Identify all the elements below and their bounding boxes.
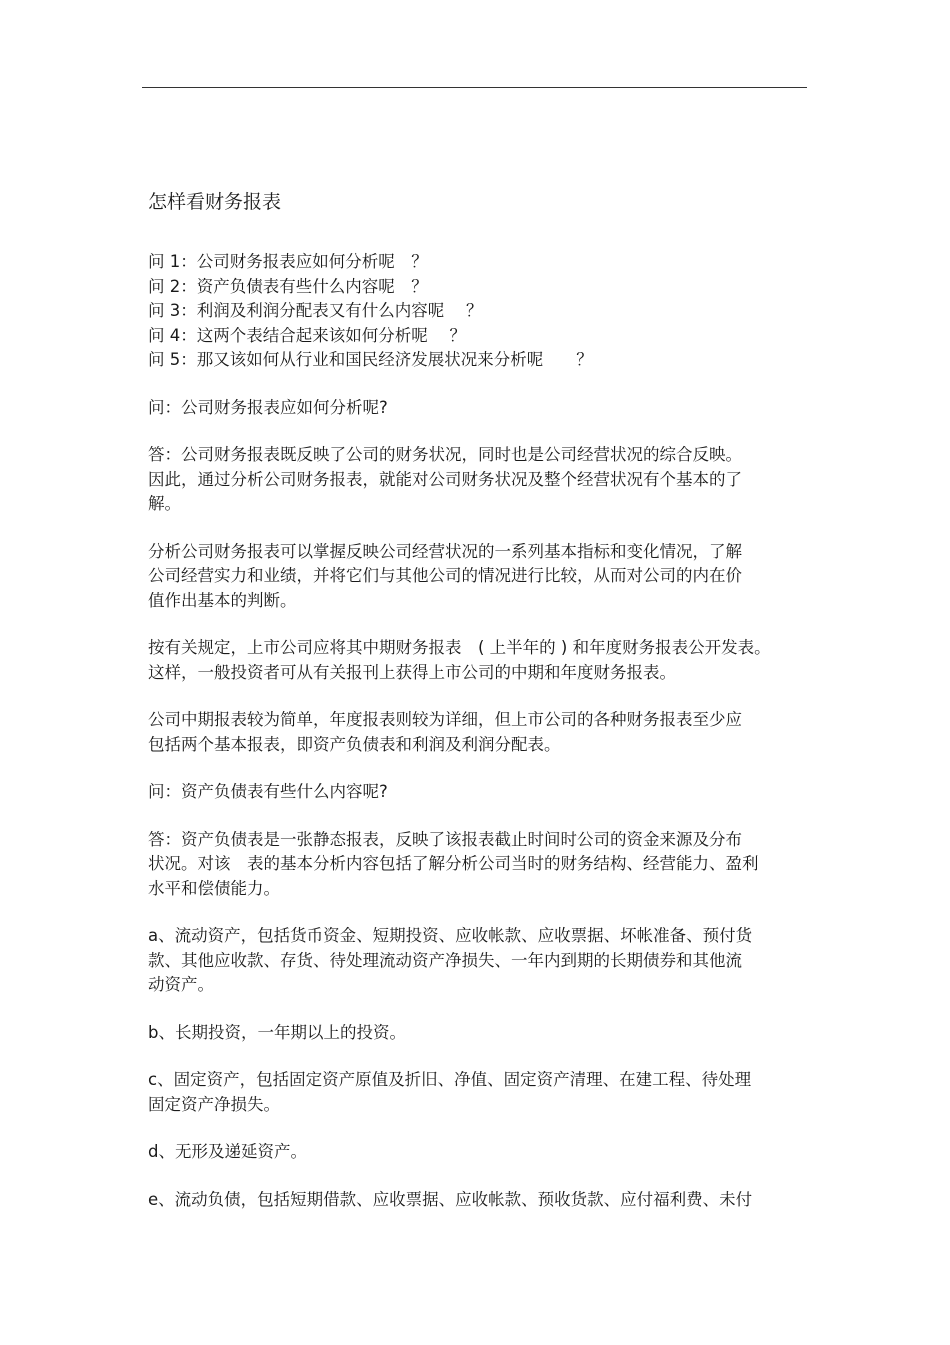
question-item: 问 2：资产负债表有些什么内容呢 ？ (148, 276, 428, 296)
text-line: 公司经营实力和业绩，并将它们与其他公司的情况进行比较，从而对公司的内在价 (148, 566, 742, 585)
answer-paragraph (148, 443, 820, 517)
text-line: 固定资产净损失。 (148, 1094, 280, 1114)
document-body (148, 188, 820, 1235)
text-line: 水平和偿债能力。 (148, 878, 280, 898)
question-list (148, 250, 820, 373)
text-line: 公司中期报表较为简单，年度报表则较为详细，但上市公司的各种财务报表至少应 (148, 710, 742, 729)
question-item: 问 4：这两个表结合起来该如何分析呢 ？ (148, 325, 466, 345)
document-title: 怎样看财务报表 (148, 191, 282, 213)
body-paragraph (148, 708, 820, 757)
text-line: 问：资产负债表有些什么内容呢? (148, 782, 388, 801)
text-line: 状况。对该 表的基本分析内容包括了解分析公司当时的财务结构、经营能力、盈利 (148, 854, 759, 873)
answer-paragraph (148, 828, 820, 902)
list-item (148, 1068, 820, 1117)
header-rule (142, 87, 807, 88)
list-item (148, 1188, 820, 1213)
text-line: 按有关规定，上市公司应将其中期财务报表 ( 上半年的 ) 和年度财务报表公开发表。 (148, 638, 771, 657)
body-paragraph (148, 636, 820, 685)
question-item: 问 5：那又该如何从行业和国民经济发展状况来分析呢 ？ (148, 350, 593, 369)
question-heading (148, 780, 820, 805)
text-line: 值作出基本的判断。 (148, 590, 297, 610)
text-line: c、固定资产，包括固定资产原值及折旧、净值、固定资产清理、在建工程、待处理 (148, 1070, 752, 1089)
text-line: 这样，一般投资者可从有关报刊上获得上市公司的中期和年度财务报表。 (148, 662, 676, 682)
list-item (148, 1140, 820, 1165)
text-line: 解。 (148, 494, 181, 513)
text-line: a、流动资产，包括货币资金、短期投资、应收帐款、应收票据、坏帐准备、预付货 (148, 926, 753, 945)
text-line: 款、其他应收款、存货、待处理流动资产净损失、一年内到期的长期债券和其他流 (148, 950, 742, 970)
question-item: 问 3：利润及利润分配表又有什么内容呢 ？ (148, 301, 483, 320)
text-line: 答：公司财务报表既反映了公司的财务状况，同时也是公司经营状况的综合反映。 (148, 445, 742, 464)
text-line: e、流动负债，包括短期借款、应收票据、应收帐款、预收货款、应付福利费、未付 (148, 1189, 753, 1209)
text-line: 分析公司财务报表可以掌握反映公司经营状况的一系列基本指标和变化情况，了解 (148, 541, 742, 561)
text-line: 问：公司财务报表应如何分析呢? (148, 397, 388, 417)
text-line: 动资产。 (148, 975, 214, 994)
question-item: 问 1：公司财务报表应如何分析呢 ？ (148, 252, 428, 271)
text-line: 包括两个基本报表，即资产负债表和利润及利润分配表。 (148, 734, 561, 754)
text-line: 因此，通过分析公司财务报表，就能对公司财务状况及整个经营状况有个基本的了 (148, 469, 742, 489)
list-item (148, 1021, 820, 1046)
list-item (148, 924, 820, 998)
text-line: b、长期投资，一年期以上的投资。 (148, 1022, 406, 1042)
text-line: 答：资产负债表是一张静态报表，反映了该报表截止时间时公司的资金来源及分布 (148, 829, 742, 849)
question-heading (148, 396, 820, 421)
text-line: d、无形及递延资产。 (148, 1142, 307, 1161)
body-paragraph (148, 540, 820, 614)
